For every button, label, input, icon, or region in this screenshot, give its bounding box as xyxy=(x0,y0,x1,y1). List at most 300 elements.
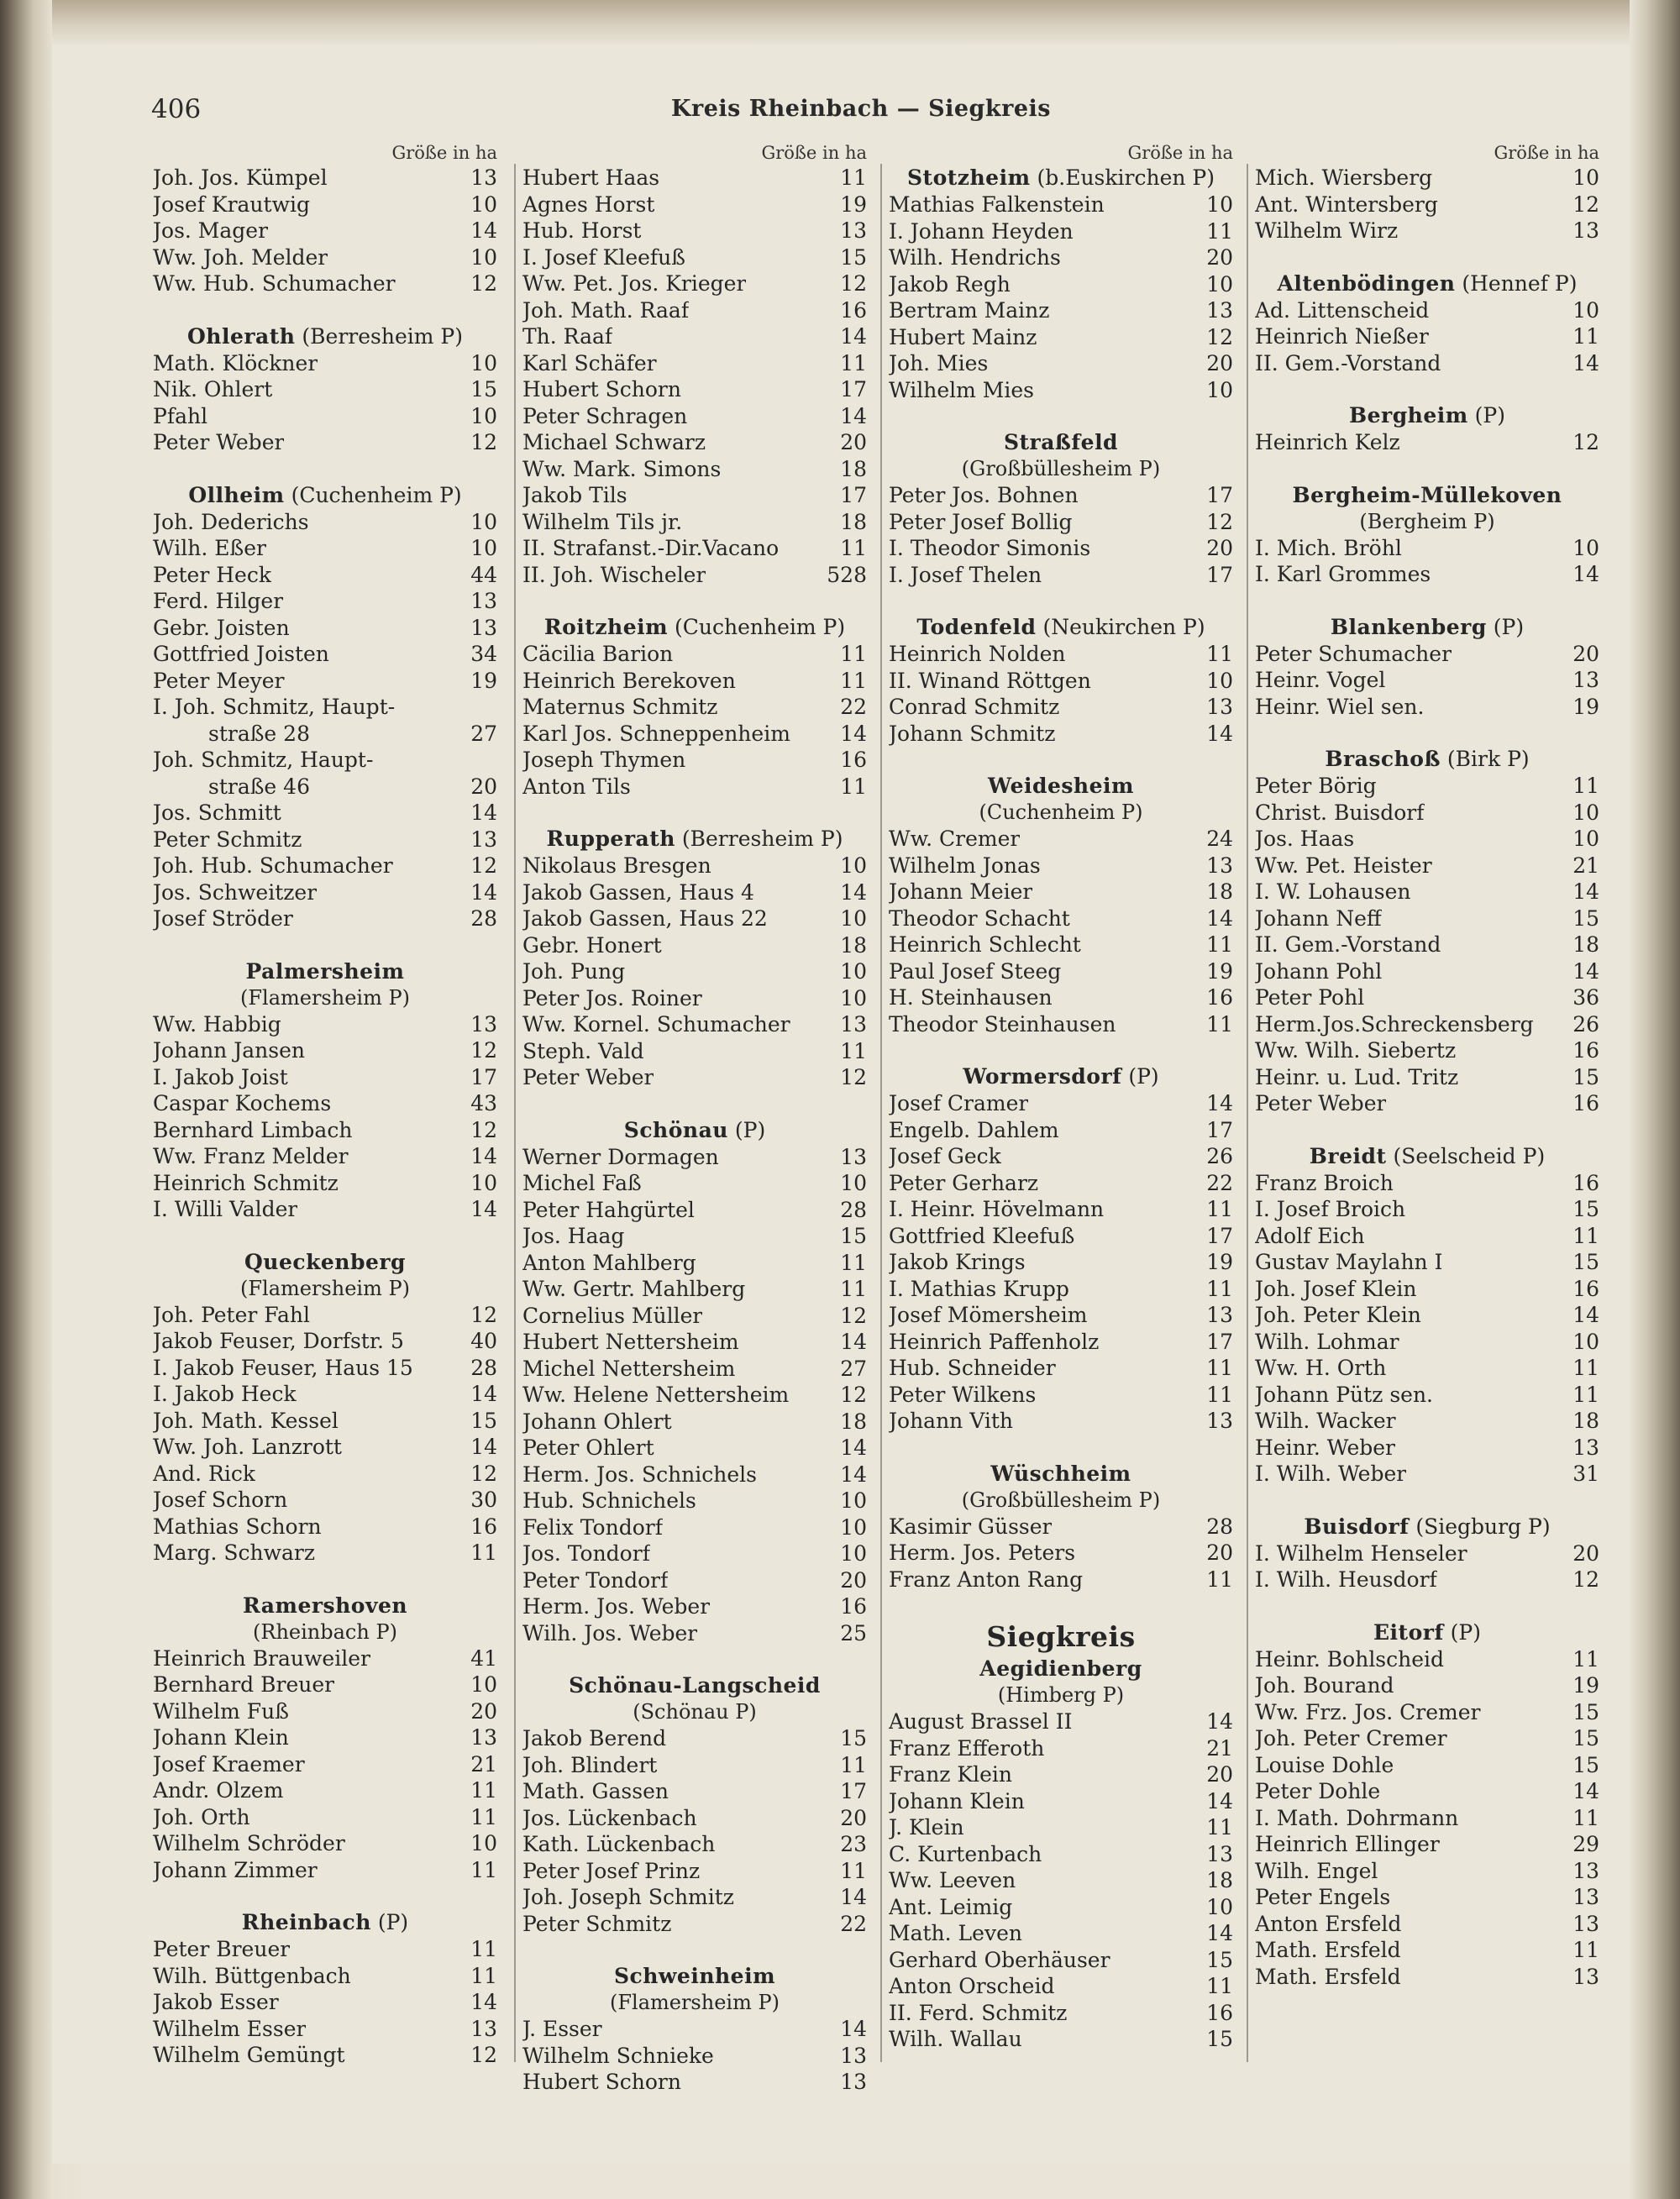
owner-name: Joh. Josef Klein xyxy=(1255,1276,1417,1301)
owner-name: Heinr. Bohlscheid xyxy=(1255,1646,1445,1672)
size-ha: 14 xyxy=(1206,905,1233,931)
holding-row xyxy=(889,562,1233,589)
holding-row xyxy=(889,721,1233,748)
size-ha: 22 xyxy=(1206,1170,1233,1195)
size-ha: 13 xyxy=(840,2043,867,2068)
size-ha: 20 xyxy=(1206,351,1233,375)
size-ha: 12 xyxy=(840,1065,867,1089)
size-ha: 11 xyxy=(840,1250,867,1275)
column-header: Größe in ha xyxy=(1494,143,1599,163)
holding-row xyxy=(1255,1037,1599,1064)
place-section xyxy=(889,773,1233,1037)
size-ha: 10 xyxy=(1572,1329,1599,1354)
size-ha: 20 xyxy=(470,1698,497,1724)
size-ha: 14 xyxy=(1206,1788,1233,1813)
owner-name: Peter Engels xyxy=(1255,1885,1391,1909)
holding-row xyxy=(889,1223,1233,1250)
holding-row xyxy=(153,376,497,403)
holding-row xyxy=(153,641,497,668)
owner-name-rest: straße 28 xyxy=(208,721,310,746)
owner-name: Johann Klein xyxy=(153,1725,289,1750)
holding-row xyxy=(889,668,1233,695)
parish-name: (Berresheim P) xyxy=(302,323,463,349)
holding-row xyxy=(522,482,867,509)
column-4 xyxy=(1255,141,1599,1990)
place-heading xyxy=(153,958,497,985)
holding-row xyxy=(522,1356,867,1383)
place-section xyxy=(889,614,1233,747)
owner-name: Wilh. Eßer xyxy=(153,536,266,560)
size-ha: 14 xyxy=(470,800,497,825)
owner-name: Math. Klöckner xyxy=(153,350,318,375)
owner-name: Nik. Ohlert xyxy=(153,377,273,401)
holding-row xyxy=(153,1037,497,1064)
size-ha: 15 xyxy=(1572,1726,1599,1750)
holding-row xyxy=(889,1329,1233,1356)
size-ha: 12 xyxy=(470,1038,497,1063)
size-ha: 10 xyxy=(840,906,867,931)
holding-row xyxy=(889,879,1233,905)
parish-subtitle: (Flamersheim P) xyxy=(240,1276,410,1300)
owner-name: Gerhard Oberhäuser xyxy=(889,1947,1110,1972)
size-ha: 41 xyxy=(470,1645,497,1671)
size-ha: 20 xyxy=(840,1567,867,1593)
holding-row xyxy=(153,1645,497,1672)
owner-name: Wilhelm Schröder xyxy=(153,1831,345,1855)
owner-name: I. Johann Heyden xyxy=(889,218,1074,244)
holding-row xyxy=(889,1540,1233,1567)
holding-row xyxy=(522,350,867,377)
holding-row xyxy=(889,218,1233,245)
owner-name: Gebr. Joisten xyxy=(153,615,290,640)
holding-row xyxy=(522,270,867,297)
place-section xyxy=(522,826,867,1091)
size-ha: 22 xyxy=(840,695,867,719)
holding-row xyxy=(522,1329,867,1356)
owner-name: Jos. Tondorf xyxy=(522,1541,650,1566)
size-ha: 12 xyxy=(470,271,497,296)
owner-name: Josef Mömersheim xyxy=(889,1303,1088,1327)
holding-row xyxy=(153,1830,497,1857)
holding-row xyxy=(522,1593,867,1620)
owner-name: Wilhelm Fuß xyxy=(153,1698,289,1724)
holding-row xyxy=(889,535,1233,562)
holding-row xyxy=(522,774,867,800)
size-ha: 16 xyxy=(840,748,867,772)
owner-name: Johann Klein xyxy=(889,1788,1025,1813)
size-ha: 14 xyxy=(470,879,497,905)
size-ha: 10 xyxy=(840,1541,867,1566)
owner-name: Wilhelm Esser xyxy=(153,2016,307,2041)
holding-row xyxy=(522,165,867,192)
owner-name: Herm. Jos. Peters xyxy=(889,1540,1076,1565)
owner-name: Wilhelm Wirz xyxy=(1255,218,1399,243)
place-name: Wormersdorf xyxy=(963,1064,1122,1089)
owner-name: I. Josef Thelen xyxy=(889,562,1042,587)
owner-name: II. Strafanst.-Dir.Vacano xyxy=(522,536,780,560)
holding-row xyxy=(889,1514,1233,1540)
size-ha: 12 xyxy=(470,2043,497,2067)
size-ha: 10 xyxy=(470,350,497,375)
owner-name: Franz Klein xyxy=(889,1762,1012,1787)
size-ha: 17 xyxy=(840,1779,867,1803)
holding-row xyxy=(889,932,1233,958)
place-name: Ramershoven xyxy=(242,1593,408,1618)
size-ha: 18 xyxy=(1206,1868,1233,1892)
owner-name: C. Kurtenbach xyxy=(889,1841,1042,1866)
holding-row xyxy=(889,958,1233,985)
place-section xyxy=(1255,746,1599,1117)
size-ha: 14 xyxy=(840,1330,867,1354)
place-section xyxy=(522,1117,867,1647)
place-section xyxy=(1255,270,1599,377)
holding-row xyxy=(1255,350,1599,377)
owner-name: I. Heinr. Hövelmann xyxy=(889,1197,1105,1221)
size-ha: 13 xyxy=(840,1144,867,1169)
size-ha: 10 xyxy=(840,985,867,1010)
size-ha: 16 xyxy=(1572,1091,1599,1115)
holding-row xyxy=(153,1302,497,1329)
owner-name: Karl Jos. Schneppenheim xyxy=(522,721,790,746)
page-header xyxy=(151,94,1571,131)
owner-name: Peter Weber xyxy=(522,1065,654,1089)
holding-row xyxy=(153,1355,497,1382)
holding-row xyxy=(522,1752,867,1779)
column-header: Größe in ha xyxy=(1127,143,1233,163)
size-ha: 11 xyxy=(470,1857,497,1882)
holding-row xyxy=(889,1170,1233,1197)
owner-name: Herm. Jos. Weber xyxy=(522,1594,711,1619)
size-ha: 10 xyxy=(470,1170,497,1195)
holding-row xyxy=(889,509,1233,536)
parish-name: (Berresheim P) xyxy=(681,827,843,851)
holding-row xyxy=(522,376,867,403)
size-ha: 43 xyxy=(470,1091,497,1115)
owner-name: I. Jakob Joist xyxy=(153,1064,288,1089)
size-ha: 15 xyxy=(1572,1699,1599,1724)
parish-subtitle: (Cuchenheim P) xyxy=(979,800,1143,824)
size-ha: 12 xyxy=(1572,1567,1599,1592)
size-ha: 11 xyxy=(1572,1223,1599,1248)
size-ha: 20 xyxy=(1206,1762,1233,1787)
parish-name: (P) xyxy=(1450,1619,1481,1645)
size-ha: 12 xyxy=(470,1117,497,1142)
owner-name: Ww. Pet. Jos. Krieger xyxy=(522,271,747,296)
owner-name: II. Gem.-Vorstand xyxy=(1255,350,1441,375)
place-heading xyxy=(1255,482,1599,509)
owner-name: Engelb. Dahlem xyxy=(889,1117,1059,1142)
owner-name: Wilh. Jos. Weber xyxy=(522,1620,698,1645)
holding-row xyxy=(1255,1302,1599,1329)
parish-subtitle: (Himberg P) xyxy=(997,1683,1125,1707)
owner-name: Mathias Schorn xyxy=(153,1514,322,1539)
size-ha: 24 xyxy=(1206,827,1233,851)
size-ha: 23 xyxy=(840,1832,867,1856)
size-ha: 21 xyxy=(470,1751,497,1777)
place-name: Ohlerath xyxy=(187,323,296,349)
holding-row xyxy=(522,1778,867,1805)
holding-row xyxy=(522,1620,867,1647)
place-heading xyxy=(889,1461,1233,1488)
owner-name: Gottfried Joisten xyxy=(153,642,329,666)
owner-name: Jos. Haag xyxy=(522,1224,625,1248)
parish-name: (Neukirchen P) xyxy=(1042,615,1205,639)
size-ha: 10 xyxy=(1206,1894,1233,1919)
size-ha: 11 xyxy=(1206,1356,1233,1380)
owner-name: Josef Kraemer xyxy=(153,1751,305,1777)
holding-row xyxy=(153,1804,497,1831)
holding-row xyxy=(522,1911,867,1938)
size-ha: 11 xyxy=(840,536,867,560)
place-heading xyxy=(522,614,867,641)
owner-name: Anton Orscheid xyxy=(889,1974,1055,1998)
owner-name: Caspar Kochems xyxy=(153,1091,332,1115)
size-ha: 12 xyxy=(1572,430,1599,454)
holding-row xyxy=(889,1867,1233,1894)
holding-row xyxy=(522,1011,867,1038)
holding-row xyxy=(1255,879,1599,905)
size-ha: 15 xyxy=(840,244,867,270)
size-ha: 14 xyxy=(470,1144,497,1168)
place-section xyxy=(889,1461,1233,1593)
size-ha: 11 xyxy=(1206,1567,1233,1592)
holding-row xyxy=(522,1805,867,1832)
holding-row xyxy=(153,1090,497,1117)
holding-row xyxy=(522,323,867,350)
owner-name: Paul Josef Steeg xyxy=(889,958,1062,984)
holding-row xyxy=(153,1698,497,1725)
holding-row xyxy=(1255,1805,1599,1832)
size-ha: 18 xyxy=(840,932,867,958)
owner-name: Peter Ohlert xyxy=(522,1435,654,1460)
size-ha: 20 xyxy=(1572,641,1599,666)
owner-name: Johann Zimmer xyxy=(153,1857,318,1882)
owner-name: Jos. Lückenbach xyxy=(522,1805,697,1830)
holding-row xyxy=(153,1857,497,1884)
owner-name: Josef Krautwig xyxy=(153,192,310,217)
size-ha: 13 xyxy=(1572,1858,1599,1883)
owner-name: Ww. Gertr. Mahlberg xyxy=(522,1277,746,1301)
size-ha: 16 xyxy=(1572,1170,1599,1195)
size-ha: 14 xyxy=(470,218,497,243)
owner-name: Heinr. Vogel xyxy=(1255,668,1386,692)
owner-name: Wilhelm Gemüngt xyxy=(153,2043,345,2067)
holding-row xyxy=(1255,297,1599,324)
holding-row xyxy=(153,1434,497,1461)
holding-row xyxy=(1255,773,1599,800)
owner-name: Theodor Steinhausen xyxy=(889,1011,1116,1037)
parish-name: (Birk P) xyxy=(1446,747,1530,771)
size-ha: 17 xyxy=(1206,1117,1233,1142)
holding-row xyxy=(153,509,497,536)
holding-row xyxy=(889,905,1233,932)
size-ha: 14 xyxy=(840,2017,867,2041)
size-ha: 14 xyxy=(840,1885,867,1909)
owner-name: Franz Anton Rang xyxy=(889,1567,1084,1592)
owner-name: Bernhard Breuer xyxy=(153,1672,335,1697)
owner-name: Felix Tondorf xyxy=(522,1514,663,1540)
owner-name: Hub. Schnichels xyxy=(522,1488,696,1513)
place-heading xyxy=(1255,1143,1599,1170)
owner-name: Hub. Horst xyxy=(522,218,642,243)
size-ha: 26 xyxy=(1206,1144,1233,1168)
place-section xyxy=(522,1963,867,2096)
size-ha: 26 xyxy=(1572,1011,1599,1037)
owner-name: Wilh. Engel xyxy=(1255,1858,1378,1883)
place-section xyxy=(153,165,497,297)
size-ha: 19 xyxy=(840,192,867,217)
place-heading xyxy=(522,1672,867,1699)
owner-name: Jakob Esser xyxy=(153,1990,279,2014)
holding-row xyxy=(522,1514,867,1541)
holding-row xyxy=(153,827,497,853)
size-ha: 13 xyxy=(470,1011,497,1037)
holding-row xyxy=(1255,1699,1599,1726)
owner-name: Johann Schmitz xyxy=(889,721,1056,746)
size-ha: 30 xyxy=(470,1488,497,1512)
size-ha: 16 xyxy=(1572,1276,1599,1301)
owner-name: Wilh. Hendrichs xyxy=(889,245,1061,270)
owner-name: Franz Efferoth xyxy=(889,1735,1045,1761)
size-ha: 10 xyxy=(1572,827,1599,851)
holding-row xyxy=(889,297,1233,324)
column-blocks xyxy=(889,165,1233,2053)
owner-name: Josef Cramer xyxy=(889,1091,1029,1115)
size-ha: 15 xyxy=(1572,1197,1599,1221)
holding-row xyxy=(889,2000,1233,2027)
size-ha: 16 xyxy=(470,1514,497,1539)
size-ha: 11 xyxy=(1206,1276,1233,1301)
owner-name: J. Esser xyxy=(522,2017,602,2041)
place-heading xyxy=(1255,270,1599,297)
owner-name: I. Wilh. Weber xyxy=(1255,1462,1407,1486)
owner-name: Heinrich Kelz xyxy=(1255,430,1400,454)
place-heading xyxy=(889,429,1233,456)
holding-row xyxy=(522,2016,867,2043)
owner-name: Jos. Mager xyxy=(153,218,269,243)
holding-row xyxy=(522,2043,867,2070)
size-ha: 14 xyxy=(1572,1779,1599,1803)
holding-row xyxy=(1255,905,1599,932)
holding-row xyxy=(889,1894,1233,1921)
place-section xyxy=(889,429,1233,588)
size-ha: 11 xyxy=(1206,1382,1233,1407)
size-ha: 13 xyxy=(1206,1303,1233,1327)
owner-name: Ww. Helene Nettersheim xyxy=(522,1383,790,1407)
size-ha: 19 xyxy=(1572,694,1599,719)
size-ha: 10 xyxy=(470,509,497,534)
owner-name: Peter Heck xyxy=(153,562,271,587)
size-ha: 16 xyxy=(840,297,867,323)
size-ha: 13 xyxy=(470,1725,497,1750)
holding-row xyxy=(1255,561,1599,588)
size-ha: 13 xyxy=(470,589,497,613)
size-ha: 36 xyxy=(1572,985,1599,1010)
holding-row xyxy=(889,984,1233,1011)
place-section xyxy=(1255,614,1599,721)
holding-row xyxy=(153,535,497,562)
holding-row xyxy=(1255,1461,1599,1488)
owner-name: I. Karl Grommes xyxy=(1255,562,1431,586)
owner-name: Peter Pohl xyxy=(1255,985,1365,1010)
owner-name: I. Jakob Feuser, Haus 15 xyxy=(153,1355,413,1380)
holding-row xyxy=(522,1462,867,1488)
owner-name: Michel Faß xyxy=(522,1171,642,1195)
place-heading xyxy=(1255,746,1599,773)
owner-name: Michel Nettersheim xyxy=(522,1356,736,1381)
holding-row xyxy=(153,1751,497,1778)
holding-row xyxy=(522,1144,867,1171)
holding-row xyxy=(1255,1223,1599,1250)
size-ha: 21 xyxy=(1206,1735,1233,1761)
place-heading xyxy=(522,1963,867,1990)
holding-row xyxy=(889,1567,1233,1593)
place-heading xyxy=(522,826,867,853)
running-title: Kreis Rheinbach — Siegkreis xyxy=(671,96,1051,122)
size-ha: 10 xyxy=(840,959,867,984)
holding-row xyxy=(522,429,867,456)
holding-row xyxy=(522,1884,867,1911)
owner-name: Wilhelm Tils jr. xyxy=(522,509,683,534)
owner-name: Jakob Berend xyxy=(522,1726,667,1750)
size-ha: 15 xyxy=(1572,1064,1599,1089)
place-name: Straßfeld xyxy=(1003,430,1119,454)
holding-row xyxy=(153,747,497,800)
size-ha: 19 xyxy=(1206,958,1233,984)
size-ha: 18 xyxy=(1206,879,1233,904)
place-heading xyxy=(1255,614,1599,641)
owner-name: Ww. Cremer xyxy=(889,827,1021,851)
holding-row xyxy=(1255,1355,1599,1382)
holding-row xyxy=(522,218,867,244)
holding-row xyxy=(1255,641,1599,668)
size-ha: 11 xyxy=(1572,1805,1599,1830)
place-name: Ollheim xyxy=(188,482,285,507)
size-ha: 11 xyxy=(1206,932,1233,957)
parish-name: (P) xyxy=(377,1910,409,1934)
size-ha: 11 xyxy=(1206,218,1233,244)
book-gutter xyxy=(1630,0,1680,2199)
owner-name: Maternus Schmitz xyxy=(522,695,718,719)
holding-row xyxy=(153,588,497,615)
parish-name: (Seelscheid P) xyxy=(1393,1143,1546,1168)
place-section xyxy=(1255,165,1599,244)
owner-name: Johann Meier xyxy=(889,879,1033,904)
place-heading xyxy=(522,1117,867,1144)
parish-name: (Cuchenheim P) xyxy=(675,615,846,639)
owner-name-rest: straße 46 xyxy=(208,774,310,799)
holding-row xyxy=(153,1989,497,2016)
owner-name: Conrad Schmitz xyxy=(889,695,1060,719)
owner-name: Ww. Joh. Melder xyxy=(153,244,328,270)
place-heading xyxy=(1255,1514,1599,1540)
size-ha: 14 xyxy=(1572,958,1599,984)
size-ha: 14 xyxy=(840,324,867,349)
holding-row xyxy=(153,1143,497,1170)
size-ha: 11 xyxy=(840,165,867,190)
size-ha: 13 xyxy=(470,165,497,190)
holding-row xyxy=(522,297,867,324)
size-ha: 44 xyxy=(470,562,497,587)
holding-row xyxy=(1255,165,1599,192)
column-blocks xyxy=(522,165,867,2096)
holding-row xyxy=(153,1381,497,1408)
size-ha: 12 xyxy=(840,271,867,296)
holding-row xyxy=(522,1540,867,1567)
owner-name: Joh. Orth xyxy=(153,1804,250,1829)
size-ha: 10 xyxy=(840,1171,867,1195)
size-ha: 18 xyxy=(1572,1409,1599,1433)
